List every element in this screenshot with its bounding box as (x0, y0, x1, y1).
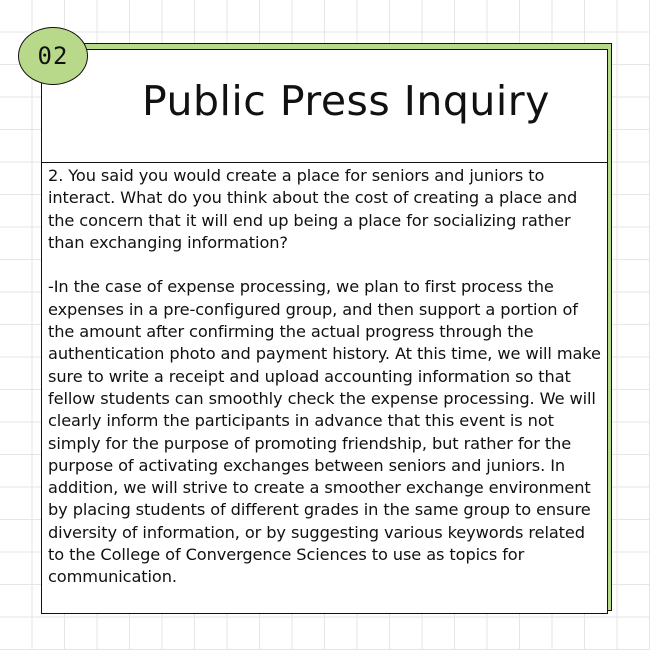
answer-text: -In the case of expense processing, we plan to first process the expenses in a pre-configured group, and then support a portion of the amount after confirming the actual progress through the authentication photo and payment history. At this time, we will make sure to write a receipt and upload accounting information so that fellow students can smoothly check the expense processing. We will clearly inform the participants in advance that this event is not simply for the purpose of promoting friendship, but rather for the purpose of activating exchanges between seniors and juniors. In addition, we will strive to create a smoother exchange environment by placing students of different grades in the same group to ensure diversity of information, or by suggesting various keywords related to the College of Convergence Sciences to use as topics for communication. (48, 277, 601, 587)
question-text: 2. You said you would create a place for seniors and juniors to interact. What do you think about the cost of creating a place and the concern that it will end up being a place for socializing rather than exchanging information? (48, 166, 578, 252)
card-header (42, 50, 607, 163)
paragraph-spacer (48, 254, 604, 276)
card-body (48, 165, 604, 589)
number-badge (18, 27, 88, 85)
inquiry-card (41, 49, 608, 614)
badge-number: 02 (37, 42, 69, 70)
page-title: Public Press Inquiry (142, 77, 550, 125)
